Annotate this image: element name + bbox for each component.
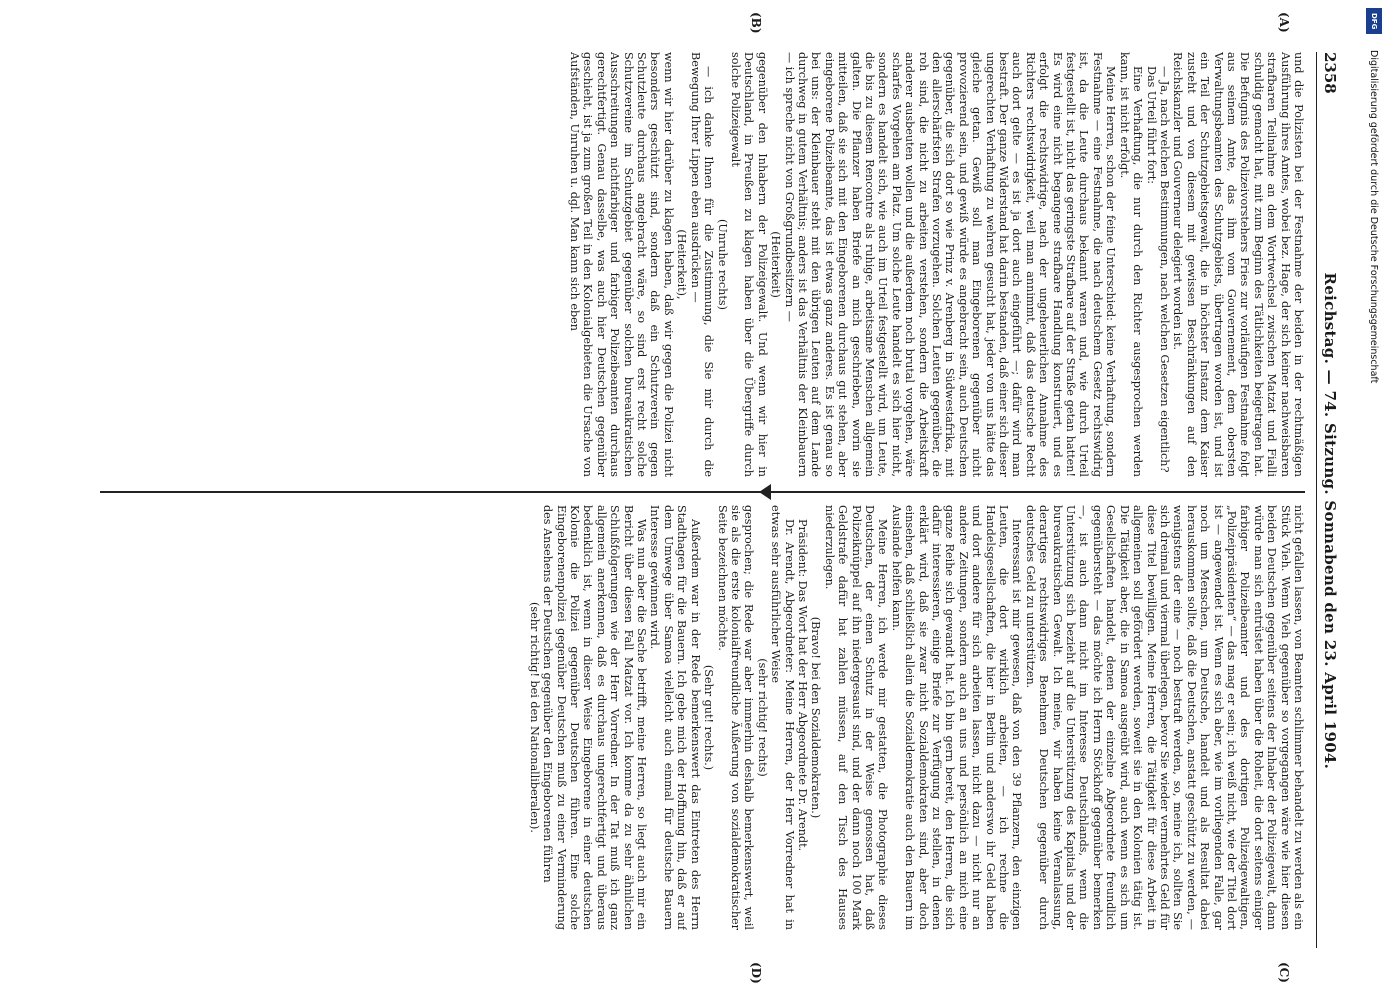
margin-marker-b: (B): [749, 12, 763, 34]
page-number: 2358: [1321, 52, 1339, 94]
interjection: (Sehr gut! rechts.): [702, 664, 716, 771]
paragraph: Meine Herren, schon der feine Unterschied: keine Verhaftung, sondern Festnahme — eine Festnahme, die nach deutschem Gesetz rechtswidrig ist, da die Leute durchaus bekannt waren und, wie durch Urteil festgestellt ist, nicht das geringste Strafbare auf der Straße getan hatten! Es wird eine nicht begangene strafbare Handlung konstruiert, und es erfolgt die rechtswidrige, nach der ungeheuerlichen Annahme des Richters rechtswidrigkeit, weil man annimmt, daß das deutsche Recht auch dort gelte — es ist ja dort auch eingeführt —; dafür wird man bestraft. Der ganze Widerstand hat darin bestanden, daß einer sich dieser ungerechten Verhaftung zu wehren gesucht hat, jeder von uns hätte das gleiche getan. Gewiß soll man Eingeborenen gegenüber nicht provozierend sein, und gewiß würde es angebracht sein, auch Deutschen gegenüber, die sich dort so wie Prinz v. Arenberg in Südwestafrika, mit den allerschärfsten Strafen vorzugehen. Solchen Leuten gegenüber, die roh sind, die nicht zu arbeiten verstehen, sondern die Arbeitskraft anderer ausbeuten wollen und die außerdem noch brutal vorgehen, wäre scharfes Vorgehen am Platz. Um solche Leute handelt es sich hier nicht, sondern es handelt sich, wie auch im Urteil festgestellt wird, um Leute, die bis zu diesem Rencontre als ruhige, arbeitsame Menschen allgemein galten. Die Pflanzer haben Briefe an mich geschrieben, worin sie mitteilen, daß sie sich mit den Eingeborenen durchaus gut stehen, aber eingeborene Polizeibeamte, das ist etwas ganz anderes. Es ist genau so bei uns: der Kleinbauer steht mit den übrigen Leuten auf dem Lande durchweg in gutem Verhältnis; anders ist das Verhältnis der Kleinbauern — ich spreche nicht von Großgrundbesitzern —: [782, 52, 1118, 477]
right-text-column: [100, 505, 1305, 930]
paragraph: Interessant ist mir gewesen, daß von den 39 Pflanzern, den einzigen Leuten, die dort wirklich arbeiten, — ich rechne die Handelsgesellschaften, die hier in Berlin und anderswo ihr Geld haben und dort andere für sich arbeiten lassen, nicht dazu — nicht nur an andere Zeitungen, sondern auch an uns und persönlich an mich eine ganze Reihe sich gewandt hat. Ich bin gern bereit, den Herren, die sich dafür interessieren, einige Briefe zur Verfügung zu stellen, in denen erklärt wird, daß sie zwar nicht Sozialdemokraten sind, aber doch einsehen, daß schließlich allein die Sozialdemokratie auch den Bauern im Auslande helfen kann.: [889, 505, 1024, 930]
left-text-column: [100, 52, 1305, 477]
digitization-note-text: Digitalisierung gefördert durch die Deutsche Forschungsgemeinschaft: [1368, 50, 1379, 384]
paragraph: — Ja, nach welchen Bestimmungen, nach welchen Gesetzen eigentlich?: [1157, 66, 1171, 473]
interjection: (sehr richtig! bei den Nationalliberalen).: [527, 602, 541, 833]
page-header: [1316, 52, 1343, 948]
paragraph: Was nun aber die Sache betrifft, meine Herren, so liegt auch mir ein Bericht über diesen Fall Matzat vor. Ich komme da zu sehr ähnlichen Schlußfolgerungen wie der Herr Vorredner. In der Tat muß ich ganz allgemein anerkennen, daß es durchaus ungerechtfertigt und überaus bedenklich ist, wenn in dieser Weise Eingeborene in einer deutschen Kolonie die Polizei gegenüber Deutschen führen. Eine solche Eingeborenenpolizei gegenüber Deutschen muß zu einer Verminderung des Ansehens der Deutschen gegenüber den Eingeborenen führen: [541, 505, 649, 930]
interjection: (Heiterkeit): [769, 231, 783, 298]
paragraph: Eine Verhaftung, die nur durch den Richter ausgesprochen werden kann, ist nicht erfolgt.: [1117, 52, 1145, 477]
paragraph: nicht gefallen lassen, von Beamten schlimmer behandelt zu werden als ein Stück Vieh. Wenn Vieh gegenüber so vorgegangen wäre wie hier diesen beiden Deutschen gegenüber seitens der Inhaber der Polizeigewalt, dann würde man sich entrüstet haben über die Roheit, die dort seitens einiger farbiger Polizeibeamter und des dortigen Polizeigewaltigen, „Polizeipräsidenten“ — das mag er sein; ich weiß nicht, wie der Titel dort ist — angewendet ist. Wenn es sich aber, wie im vorliegenden Falle, gar noch um Menschen, um Deutsche, handelt und als Resultat dabei herauskommen sollte, daß die Deutschen, anstatt geschützt zu werden, — wenigstens der eine — noch bestraft werden, so, meine ich, sollten Sie sich dreimal und viermal überlegen, bevor Sie wieder vermehrtes Geld für diese Titel bewilligen. Meine Herren, die Tätigkeit für diese Arbeit in allgemeinen soll gefördert werden, soweit sie in den Kolonien tätig ist. Die Tätigkeit aber, die in Samoa ausgeübt wird, auch wenn es sich um Gesellschaften handelt, denen der einzelne Abgeordnete freundlich gegenübersteht — das möchte ich Herrn Stöckhoff gegenüber bemerken —, ist auch dann nicht im Interesse Deutschlands, wenn die Unterstützung sich bezieht auf die Unterstützung des Kapitals und der bureaukratischen Gewalt. Ich meine, wir haben keine Veranlassung, derartiges rechtswidriges Benehmen Deutschen gegenüber durch deutsches Geld zu unterstützen.: [1023, 505, 1305, 930]
paragraph: Präsident: Das Wort hat der Herr Abgeordnete Dr. Arendt.: [795, 519, 809, 852]
divider-arrow-icon: [759, 484, 771, 500]
page-title: Reichstag. — 74. Sitzung. Sonnabend den 23. April 1904.: [1321, 272, 1339, 770]
margin-marker-a: (A): [1277, 12, 1291, 33]
paragraph: gesprochen; die Rede war aber immerhin deshalb bemerkenswert, weil sie als die erste kolonialfreundliche Äußerung von sozialdemokratischer Seite bezeichnen möchte.: [715, 505, 756, 930]
interjection: (Unruhe rechts): [715, 219, 729, 310]
paragraph: Außerdem war in der Rede bemerkenswert das Eintreten des Herrn Stadthagen für die Bauern. Ich gebe mich der Hoffnung hin, daß er auf dem Umwege über Samoa vielleicht auch einmal für deutsche Bauern Interesse gewinnen wird.: [648, 505, 702, 930]
paragraph: wenn wir hier darüber zu klagen haben, daß wir gegen die Polizei nicht besonders geschützt sind, sondern daß ein Schutzverein gegen Schutzleute durchaus angebracht wäre, so sind erst recht solche Schutzvereine im Schutzgebiet gegenüber solchen bureaukratischen Ausschreitungen nichtfarbiger und farbiger Polizeibeamten durchaus gerechtfertigt. Genau dasselbe, was auch hier Deutschen gegenüber geschieht, ist ja zum großen Teil in den Kolonialgebieten die Ursache von Aufständen, Unruhen u. dgl. Man kann sich eben: [568, 52, 675, 477]
paragraph: Dr. Arendt, Abgeordneter: Meine Herren, der Herr Vorredner hat in etwas sehr ausführlicher Weise: [769, 505, 796, 930]
paragraph: Meine Herren, ich werde mir gestatten, die Photographie dieses Deutschen, der einen Schutz in der Weise genossen hat, daß Polizeiknüppel auf ihn niedergesaust sind, und der dann noch 100 Mark Geldstrafe dafür hat zahlen müssen, auf den Tisch des Hauses niederzulegen.: [822, 505, 890, 930]
paragraph: Das Urteil führt fort:: [1144, 66, 1158, 184]
paragraph: — ich danke Ihnen für die Zustimmung, die Sie mir durch die Bewegung Ihrer Lippen eben ausdrücken —: [688, 52, 716, 477]
dfg-logo: DFG: [1366, 8, 1382, 34]
interjection: (sehr richtig! rechts): [755, 658, 769, 777]
digitization-note: [1364, 10, 1382, 990]
paragraph: gegenüber den Inhabern der Polizeigewalt. Und wenn wir hier in Deutschland, in Preußen zu klagen haben über die Übergriffe durch solche Polizeigewalt: [728, 52, 769, 477]
interjection: (Heiterkeit),: [675, 229, 689, 300]
margin-marker-d: (D): [749, 962, 763, 984]
margin-marker-c: (C): [1277, 962, 1291, 983]
paragraph: und die Polizisten bei der Festnahme der beiden in der rechtmäßigen Ausführung ihres Amtes, wobei bez. Hage, der sich keiner nachweisbaren strafbaren Teilnahme an dem Wortwechsel zwischen Matzat und Fialli schuldig gemacht hat, mit zum Beginn des Tätlichkeiten beigetragen hat. Die Befugnis des Polizeivorstehers Fries zur vorläufigen Festnahme folgt aus seinem Amte, das ihm vom Gouvernement, dem obersten Verwaltungsbeamten des Schutzgebiets, übertragen worden ist, und ist ein Teil der Schutzgebietsgewalt, die in höchster Instanz dem Kaiser zusteht und von diesem mit gewissen Beschränkungen auf den Reichskanzler und Gouverneur delegiert worden ist.: [1171, 52, 1305, 477]
column-divider: [100, 491, 1305, 493]
interjection: (Bravo! bei den Sozialdemokraten.): [809, 616, 823, 819]
